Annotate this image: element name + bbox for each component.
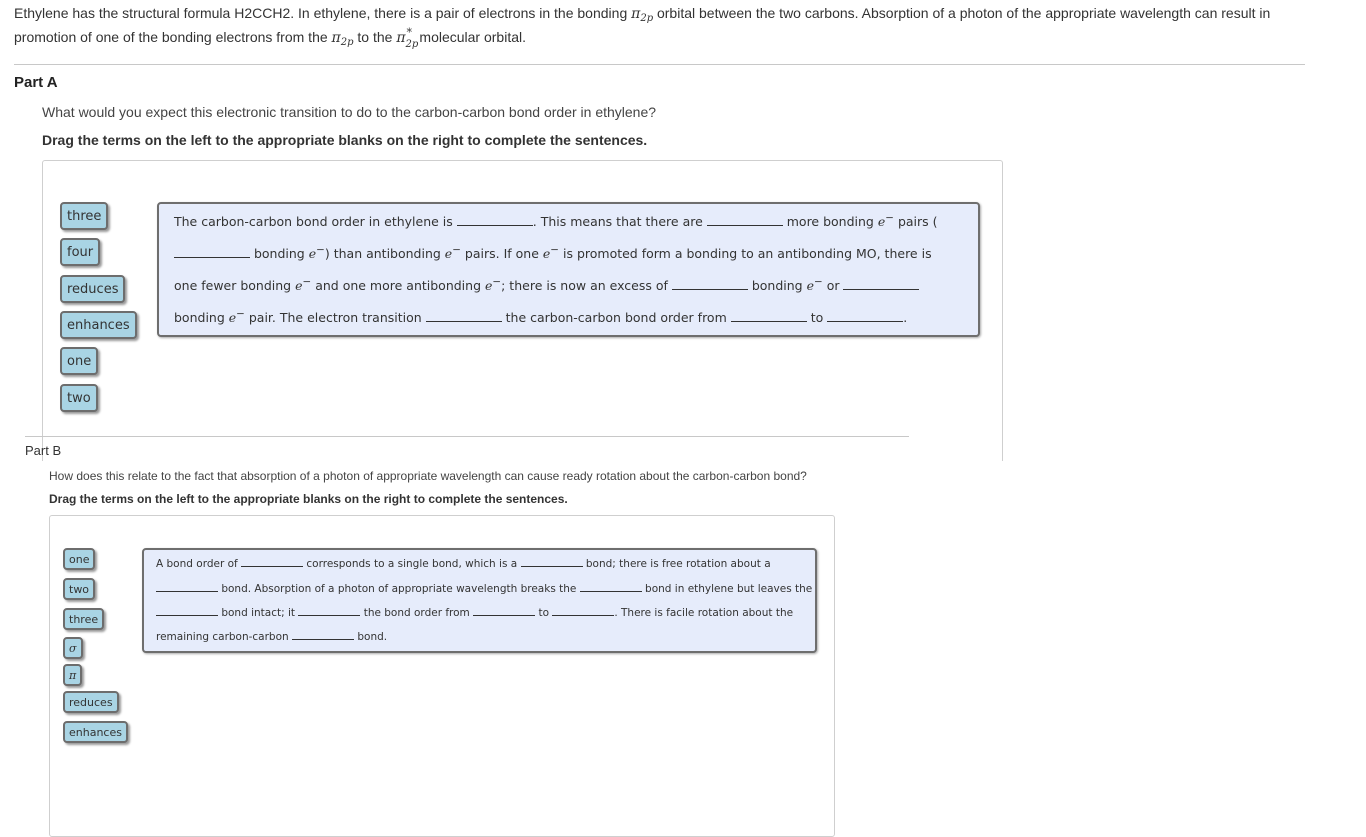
drop-blank[interactable] xyxy=(521,556,583,567)
sentence-text: or xyxy=(822,278,844,294)
term-chip-one[interactable]: one xyxy=(63,548,95,570)
sentence-text: is promoted form a bonding to an antibonding MO, there is xyxy=(559,246,932,262)
sentence-text: bond; there is free rotation about a xyxy=(582,558,771,570)
term-chip-two[interactable]: two xyxy=(60,384,98,412)
part-b-title: Part B xyxy=(25,443,62,458)
pi-symbol: π xyxy=(631,6,641,22)
subscript-2p: 2p xyxy=(340,37,354,48)
drop-blank[interactable] xyxy=(552,605,614,616)
minus-sign: − xyxy=(452,244,461,256)
electron-symbol: e xyxy=(484,278,493,294)
minus-sign: − xyxy=(316,244,325,256)
term-chip-two[interactable]: two xyxy=(63,578,95,600)
term-chip-reduces[interactable]: reduces xyxy=(63,691,119,713)
sentence-text: ; there is now an excess of xyxy=(501,278,672,294)
sentence-text: the carbon-carbon bond order from xyxy=(501,310,731,326)
minus-sign: − xyxy=(550,244,560,256)
term-chip-enhances[interactable]: enhances xyxy=(60,311,137,339)
sentence-line xyxy=(174,308,907,325)
drop-blank[interactable] xyxy=(473,605,535,616)
subscript-2p: 2p xyxy=(405,39,419,50)
electron-symbol: e xyxy=(877,214,886,230)
term-chip-three[interactable]: three xyxy=(63,608,104,630)
electron-symbol: e xyxy=(308,246,317,262)
section-divider xyxy=(25,436,909,437)
sentence-text: bond. Absorption of a photon of appropriate wavelength breaks the xyxy=(218,583,580,595)
drop-blank[interactable] xyxy=(298,605,360,616)
pi-symbol: π xyxy=(331,30,341,46)
electron-symbol: e xyxy=(444,246,453,262)
sentence-text: one fewer bonding xyxy=(174,278,296,294)
term-chip-sigma[interactable]: σ xyxy=(63,637,83,659)
sentence-text: pair. The electron transition xyxy=(244,310,426,326)
part-b-directions: Drag the terms on the left to the appropriate blanks on the right to complete the sentences. xyxy=(49,492,568,506)
intro-text-1: Ethylene has the structural formula H2CCH2. In ethylene, there is a pair of electrons in the bonding xyxy=(14,5,632,21)
term-chip-enhances[interactable]: enhances xyxy=(63,721,128,743)
sentence-line xyxy=(174,276,919,293)
sentence-text: bonding xyxy=(250,246,309,262)
drop-blank[interactable] xyxy=(241,556,303,567)
sentence-text: pairs. If one xyxy=(460,246,543,262)
drop-blank[interactable] xyxy=(731,309,807,322)
drop-blank[interactable] xyxy=(580,581,642,592)
drop-blank[interactable] xyxy=(426,309,502,322)
drop-blank[interactable] xyxy=(843,277,919,290)
sentence-line xyxy=(156,605,793,619)
sentence-text: to xyxy=(535,607,553,619)
minus-sign: − xyxy=(302,276,312,288)
minus-sign: − xyxy=(492,276,502,288)
intro-text-2: orbital between the two carbons. Absorption of a photon of the appropriate wavelength can result in promotion of one of the bonding electrons from the xyxy=(14,5,1271,45)
problem-intro xyxy=(14,4,1314,52)
star-2p-scripts xyxy=(405,26,419,50)
term-chip-pi[interactable]: π xyxy=(63,664,82,686)
part-b-question: How does this relate to the fact that absorption of a photon of appropriate wavelength can cause ready rotation about the carbon-carbon bond? xyxy=(49,469,807,483)
sentence-text: . There is facile rotation about the xyxy=(614,607,794,619)
electron-symbol: e xyxy=(542,246,551,262)
sentence-text: . xyxy=(903,310,908,326)
drop-blank[interactable] xyxy=(672,277,748,290)
sentence-text: corresponds to a single bond, which is a xyxy=(303,558,521,570)
sentence-text: bonding xyxy=(747,278,807,294)
term-chip-one[interactable]: one xyxy=(60,347,98,375)
drop-blank[interactable] xyxy=(292,629,354,640)
sentence-text: The carbon-carbon bond order in ethylene is xyxy=(174,214,457,230)
sentence-text: bond. xyxy=(354,631,388,643)
pi-star-symbol: π xyxy=(396,30,406,46)
intro-text-3: to the xyxy=(353,29,397,45)
sentence-text: A bond order of xyxy=(156,558,242,570)
drop-blank[interactable] xyxy=(457,213,533,226)
sentence-text: the bond order from xyxy=(360,607,474,619)
part-b-sentence-panel xyxy=(142,548,817,653)
sentence-text: bonding xyxy=(174,310,229,326)
sentence-text: . This means that there are xyxy=(532,214,707,230)
sentence-text: remaining carbon-carbon xyxy=(156,631,293,643)
part-a-question: What would you expect this electronic transition to do to the carbon-carbon bond order in ethylene? xyxy=(42,104,657,120)
sentence-text: bond in ethylene but leaves the xyxy=(641,583,813,595)
drop-blank[interactable] xyxy=(174,245,250,258)
sentence-text: more bonding xyxy=(782,214,878,230)
minus-sign: − xyxy=(814,276,823,288)
part-a-sentence-panel xyxy=(157,202,980,337)
minus-sign: − xyxy=(885,212,894,224)
sentence-text: bond intact; it xyxy=(218,607,299,619)
electron-symbol: e xyxy=(806,278,814,294)
drop-blank[interactable] xyxy=(156,605,218,616)
intro-text-4: molecular orbital. xyxy=(415,29,527,45)
sentence-text: to xyxy=(806,310,828,326)
term-chip-three[interactable]: three xyxy=(60,202,108,230)
sentence-line xyxy=(174,244,932,261)
part-a-title: Part A xyxy=(14,74,58,91)
term-chip-reduces[interactable]: reduces xyxy=(60,275,125,303)
drop-blank[interactable] xyxy=(156,581,218,592)
section-divider xyxy=(14,64,1305,65)
sentence-line xyxy=(174,212,938,229)
minus-sign: − xyxy=(236,308,245,320)
electron-symbol: e xyxy=(228,310,237,326)
sentence-line xyxy=(156,581,812,595)
part-a-directions: Drag the terms on the left to the appropriate blanks on the right to complete the sentences. xyxy=(42,132,648,148)
term-chip-four[interactable]: four xyxy=(60,238,100,266)
sentence-line xyxy=(156,556,771,570)
drop-blank[interactable] xyxy=(707,213,783,226)
electron-symbol: e xyxy=(295,278,303,294)
drop-blank[interactable] xyxy=(827,309,903,322)
sentence-line xyxy=(156,629,387,643)
subscript-2p: 2p xyxy=(640,13,654,24)
sentence-text: ) than antibonding xyxy=(324,246,445,262)
star-superscript: * xyxy=(406,26,413,39)
sentence-text: and one more antibonding xyxy=(311,278,485,294)
sentence-text: pairs ( xyxy=(893,214,938,230)
